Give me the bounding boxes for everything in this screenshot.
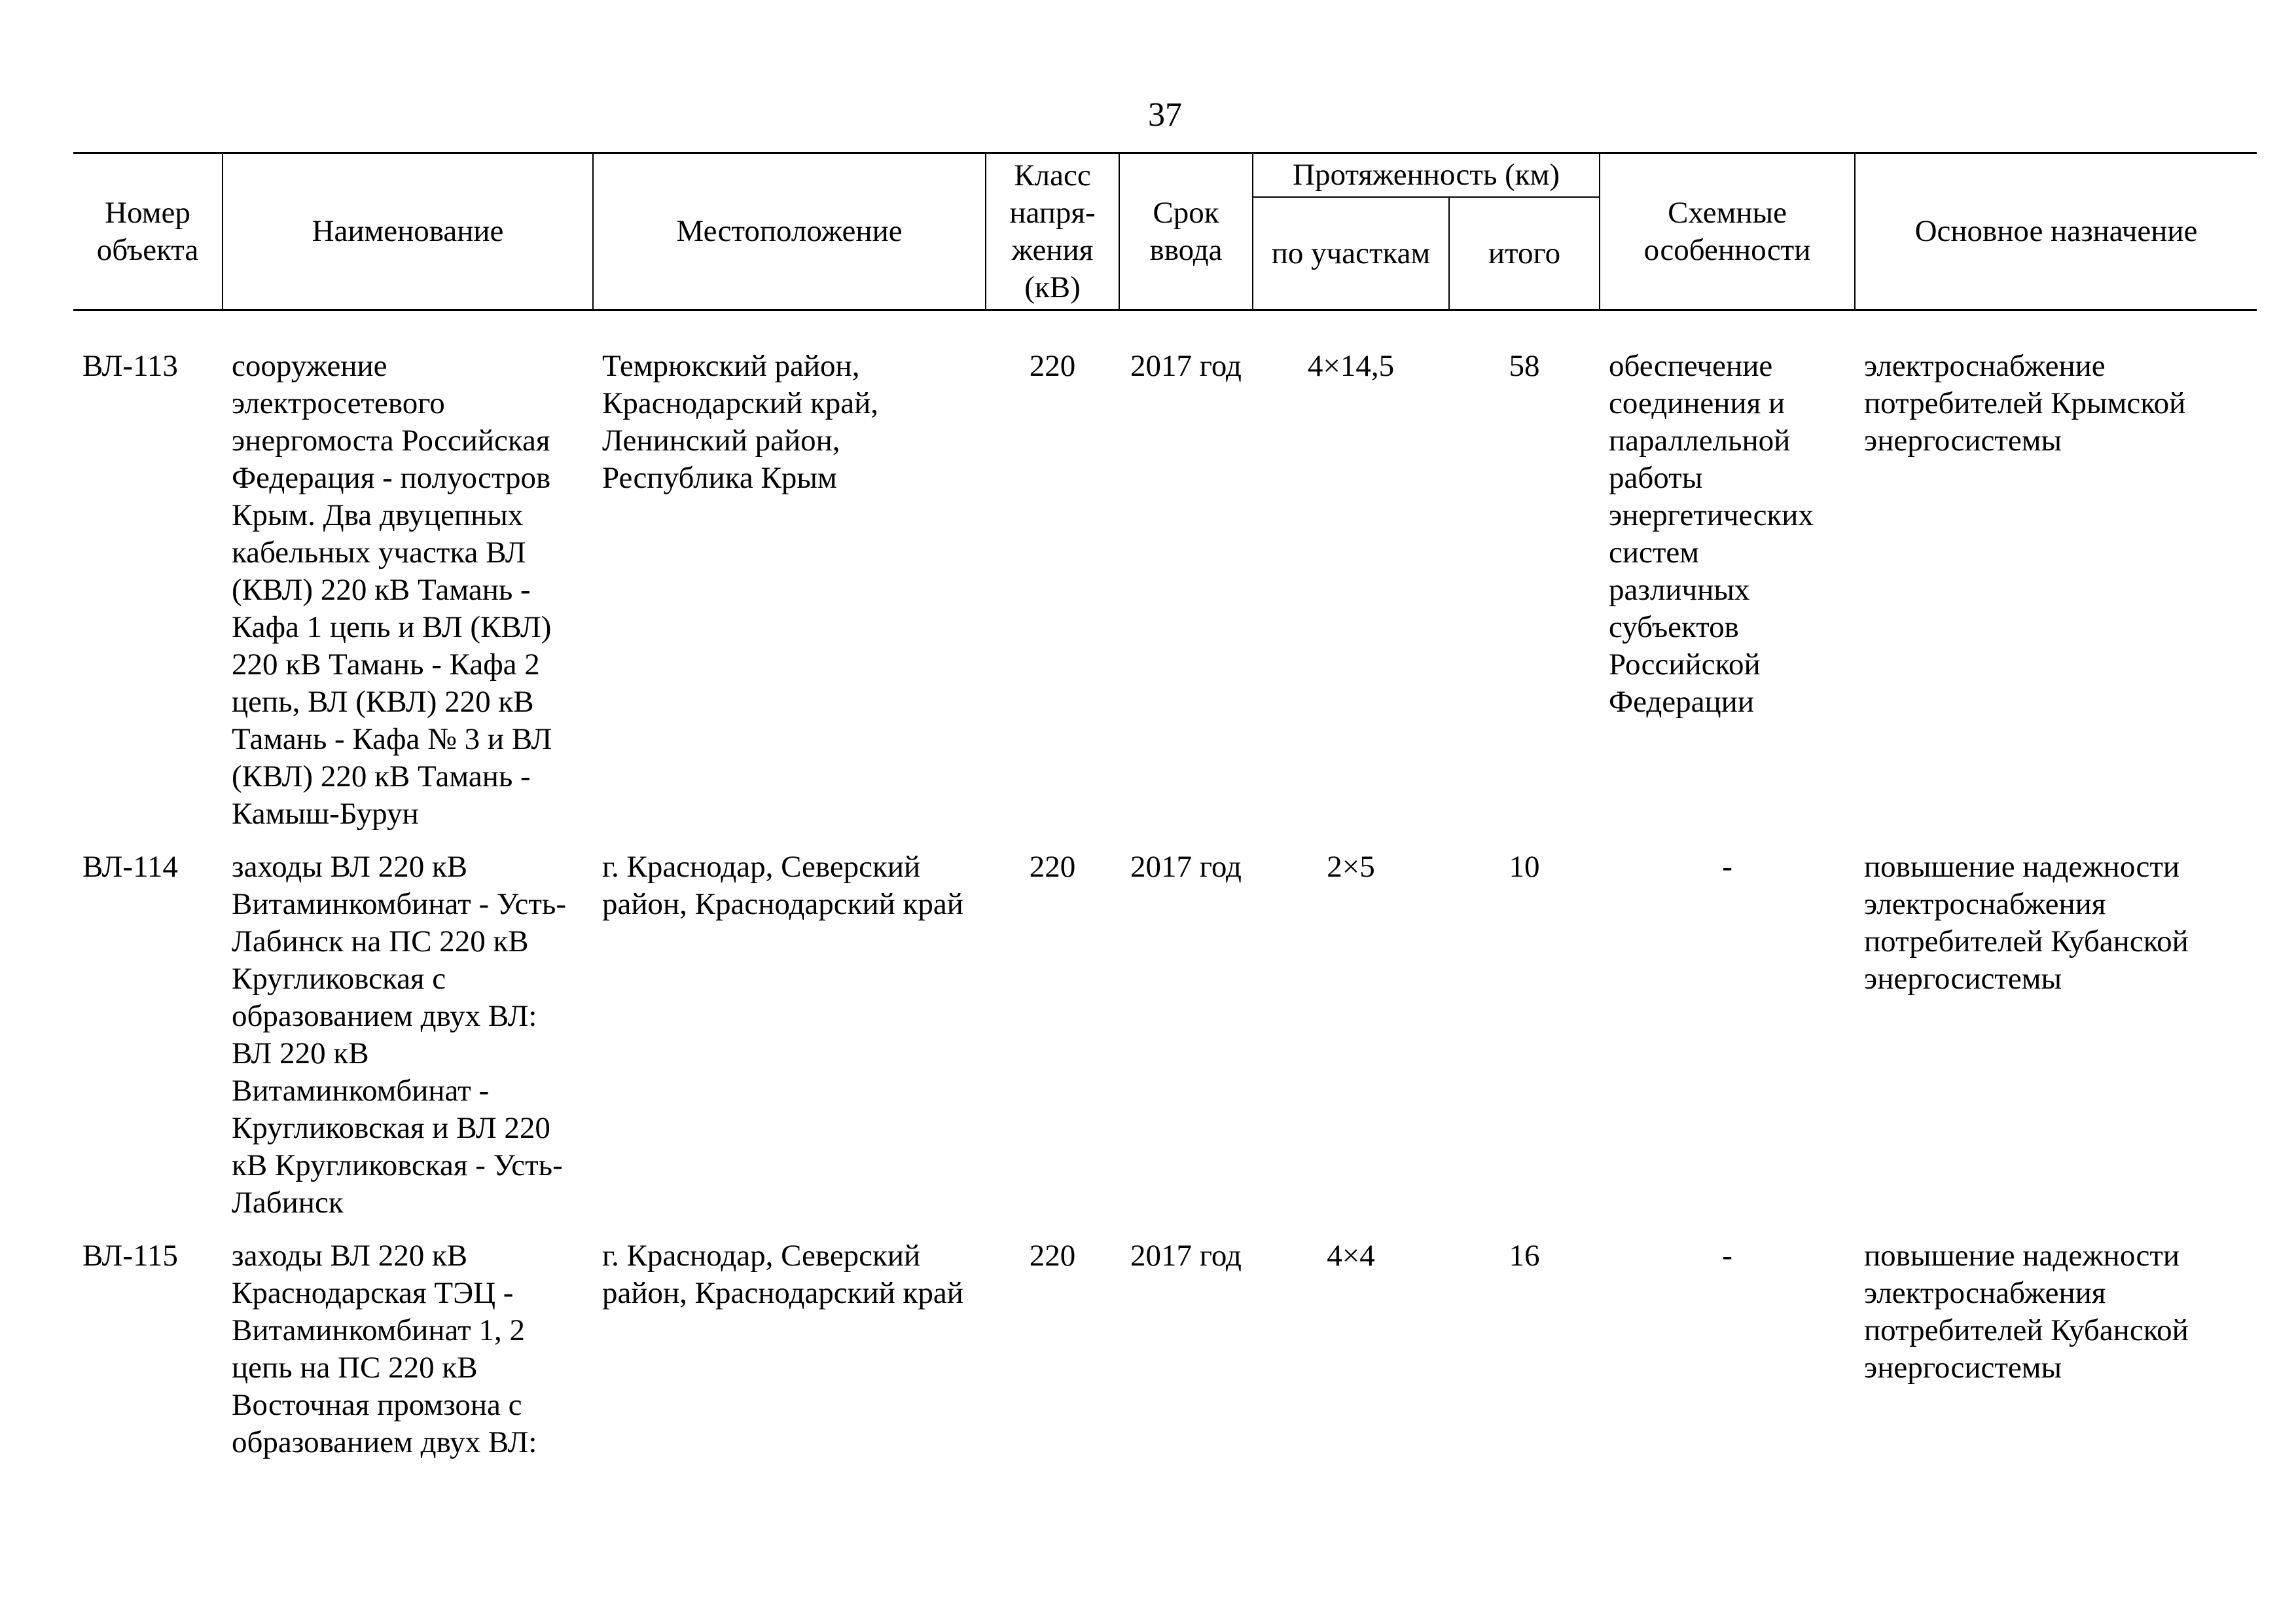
length-sections: 2×5 [1327, 850, 1375, 884]
commissioning-term: 2017 год [1130, 850, 1242, 884]
scheme-features: - [1722, 1239, 1732, 1273]
object-location: г. Краснодар, Северский район, Краснодарский край [602, 1239, 963, 1310]
grid-objects-table [73, 152, 2257, 1477]
header-commissioning: Срок ввода [1119, 153, 1253, 310]
commissioning-term: 2017 год [1130, 349, 1242, 383]
main-purpose: электроснабжение потребителей Крымской энергосистемы [1864, 349, 2186, 458]
table-body [73, 310, 2257, 1478]
voltage-class: 220 [1029, 850, 1076, 884]
object-number: ВЛ-113 [82, 349, 178, 383]
table-row [73, 348, 2257, 848]
header-location: Местоположение [593, 153, 986, 310]
table-row [73, 1237, 2257, 1477]
header-length-sections: по участкам [1253, 197, 1449, 310]
header-name: Наименование [223, 153, 593, 310]
header-scheme-features: Схемные особенности [1600, 153, 1855, 310]
voltage-class: 220 [1029, 349, 1076, 383]
scheme-features: - [1722, 850, 1732, 884]
header-length-group: Протяженность (км) [1253, 153, 1600, 198]
header-object-number: Номер объекта [73, 153, 223, 310]
main-purpose: повышение надежности электроснабжения потребителей Кубанской энергосистемы [1864, 850, 2189, 996]
object-name: заходы ВЛ 220 кВ Витаминкомбинат - Усть-Лабинск на ПС 220 кВ Кругликовская с образованием двух ВЛ: ВЛ 220 кВ Витаминкомбинат - Кругликовская и ВЛ 220 кВ Кругликовская - Усть-Лабинск [232, 850, 566, 1220]
page-number: 37 [1148, 96, 1182, 134]
length-sections: 4×4 [1327, 1239, 1375, 1273]
length-total: 16 [1509, 1239, 1540, 1273]
object-location: г. Краснодар, Северский район, Краснодарский край [602, 850, 963, 921]
length-total: 10 [1509, 850, 1540, 884]
object-name: сооружение электросетевого энергомоста Российская Федерация - полуостров Крым. Два двуцепных кабельных участка ВЛ (КВЛ) 220 кВ Тамань - Кафа 1 цепь и ВЛ (КВЛ) 220 кВ Тамань - Кафа 2 цепь, ВЛ (КВЛ) 220 кВ Тамань - Кафа № 3 и ВЛ (КВЛ) 220 кВ Тамань - Камыш-Бурун [232, 349, 552, 831]
length-sections: 4×14,5 [1307, 349, 1395, 383]
object-number: ВЛ-114 [82, 850, 178, 884]
object-number: ВЛ-115 [82, 1239, 178, 1273]
main-purpose: повышение надежности электроснабжения потребителей Кубанской энергосистемы [1864, 1239, 2189, 1385]
header-voltage-class: Класс напря-жения (кВ) [986, 153, 1119, 310]
object-name: заходы ВЛ 220 кВ Краснодарская ТЭЦ - Витаминкомбинат 1, 2 цепь на ПС 220 кВ Восточная промзона с образованием двух ВЛ: [232, 1239, 537, 1459]
header-purpose: Основное назначение [1855, 153, 2257, 310]
voltage-class: 220 [1029, 1239, 1076, 1273]
scheme-features: обеспечение соединения и параллельной работы энергетических систем различных субъектов Российской Федерации [1609, 349, 1814, 719]
object-location: Темрюкский район, Краснодарский край, Ленинский район, Республика Крым [602, 349, 878, 495]
length-total: 58 [1509, 349, 1540, 383]
table-header [73, 153, 2257, 310]
header-length-total: итого [1449, 197, 1600, 310]
table-row [73, 848, 2257, 1237]
commissioning-term: 2017 год [1130, 1239, 1242, 1273]
